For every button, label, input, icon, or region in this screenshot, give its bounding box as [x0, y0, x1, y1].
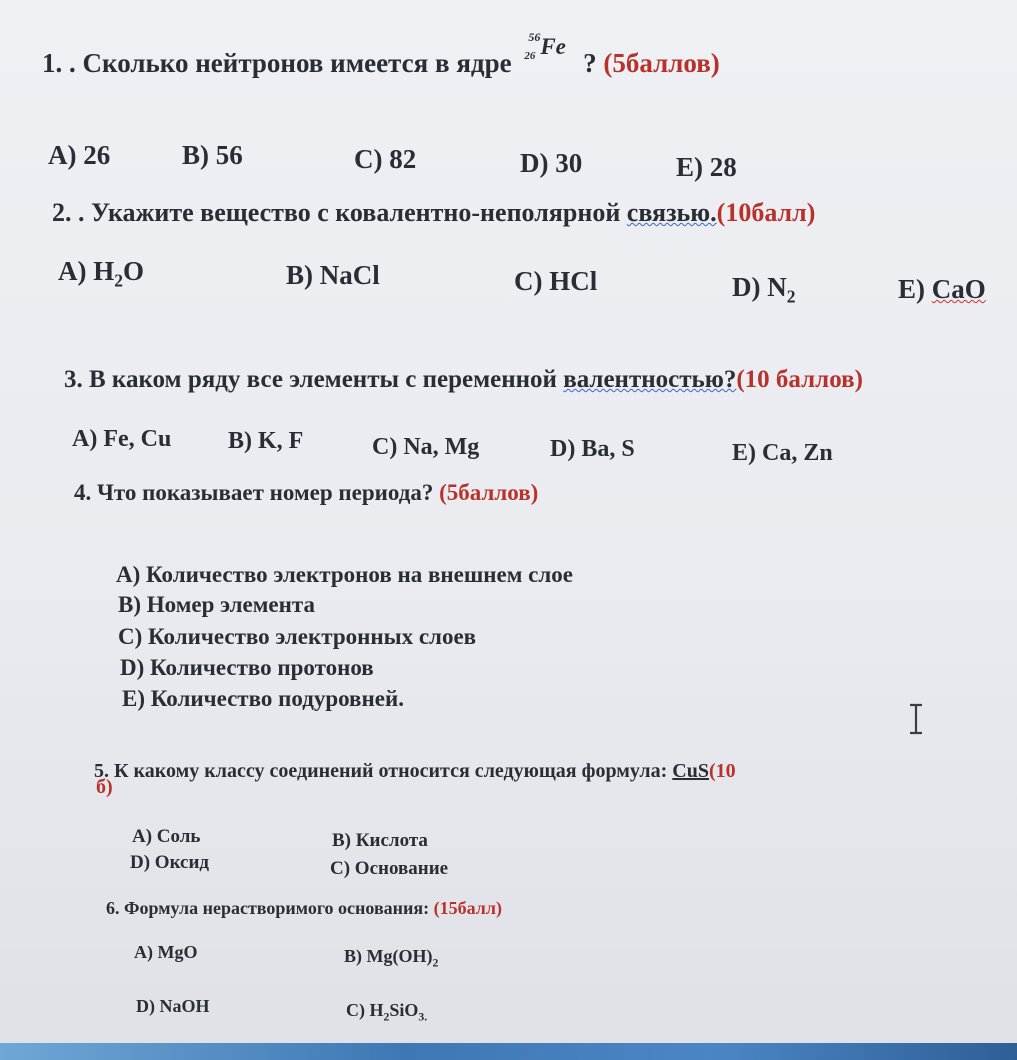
q4-option-e: Е) Количество подуровней. — [122, 686, 404, 711]
q4-option-d: D) Количество протонов — [120, 655, 374, 680]
q6-option-d: D) NaOH — [136, 996, 210, 1016]
q3-option-e: Е) Ca, Zn — [732, 440, 833, 466]
question-6-text: 6. Формула нерастворимого основания: — [106, 898, 430, 918]
q1-option-e: Е) 28 — [676, 152, 737, 182]
taskbar-strip — [0, 1043, 1017, 1060]
question-2-underlined: связью. — [626, 198, 717, 227]
question-1-text: 1. . Сколько нейтронов имеется в ядре — [42, 48, 512, 78]
q2-option-b: В) NaCl — [286, 260, 380, 290]
q6-option-b: В) $Mg(OH)_2$ — [344, 946, 439, 970]
question-2-text: 2. . Укажите вещество с ковалентно-неполярной — [52, 198, 621, 227]
question-3 — [64, 366, 863, 394]
question-3-text: 3. В каком ряду все элементы с переменной — [64, 366, 557, 393]
question-6-points: (15балл) — [433, 898, 502, 918]
question-4-text: 4. Что показывает номер периода? — [74, 480, 434, 505]
question-4-points: (5баллов) — [439, 480, 539, 505]
q5-option-b: В) Кислота — [332, 830, 428, 851]
question-4 — [74, 480, 538, 506]
q2-option-d: D) $N_2$ — [732, 272, 796, 307]
question-2-points: (10балл) — [716, 198, 816, 227]
question-1 — [42, 30, 720, 79]
q3-option-d: D) Ba, S — [550, 436, 635, 462]
question-1-tail: ? — [583, 48, 597, 78]
q1-option-c: С) 82 — [354, 144, 417, 174]
q6-option-c: С) $H_2SiO_{3.}$ — [346, 1000, 428, 1024]
q2-option-e: Е) CaO — [898, 274, 986, 304]
question-5-formula: CuS — [672, 760, 709, 782]
question-5 — [94, 760, 736, 783]
q2-option-c: С) HCl — [514, 266, 598, 296]
question-3-underlined: валентностью? — [563, 366, 737, 393]
q1-option-d: D) 30 — [520, 148, 583, 178]
question-2 — [52, 198, 815, 228]
q3-option-c: С) Na, Mg — [372, 434, 480, 460]
q1-option-a: А) 26 — [48, 140, 111, 170]
question-6 — [106, 898, 502, 919]
q1-option-b: В) 56 — [182, 140, 243, 170]
question-1-points: (5баллов) — [603, 48, 720, 78]
isotope-fe: 56 26 Fe — [524, 30, 566, 62]
question-5-points-cont: б) — [96, 776, 113, 798]
q4-option-c: С) Количество электронных слоев — [118, 624, 477, 649]
q3-option-a: А) Fe, Cu — [72, 426, 172, 452]
question-3-points: (10 баллов) — [736, 366, 863, 393]
q6-option-a: А) MgO — [134, 942, 198, 962]
q4-option-b: В) Номер элемента — [118, 592, 315, 617]
q4-option-a: А) Количество электронов на внешнем слое — [116, 562, 573, 587]
q5-option-a: А) Соль — [132, 826, 201, 847]
q5-option-c: С) Основание — [330, 858, 449, 879]
text-cursor-icon — [905, 703, 927, 735]
question-5-points: (10 — [709, 760, 736, 782]
q3-option-b: В) K, F — [228, 428, 304, 454]
q5-option-d: D) Оксид — [130, 852, 210, 873]
question-5-text: 5. К какому классу соединений относится следующая формула: — [94, 760, 668, 782]
q2-option-a: А) $H_2O$ — [58, 256, 145, 291]
